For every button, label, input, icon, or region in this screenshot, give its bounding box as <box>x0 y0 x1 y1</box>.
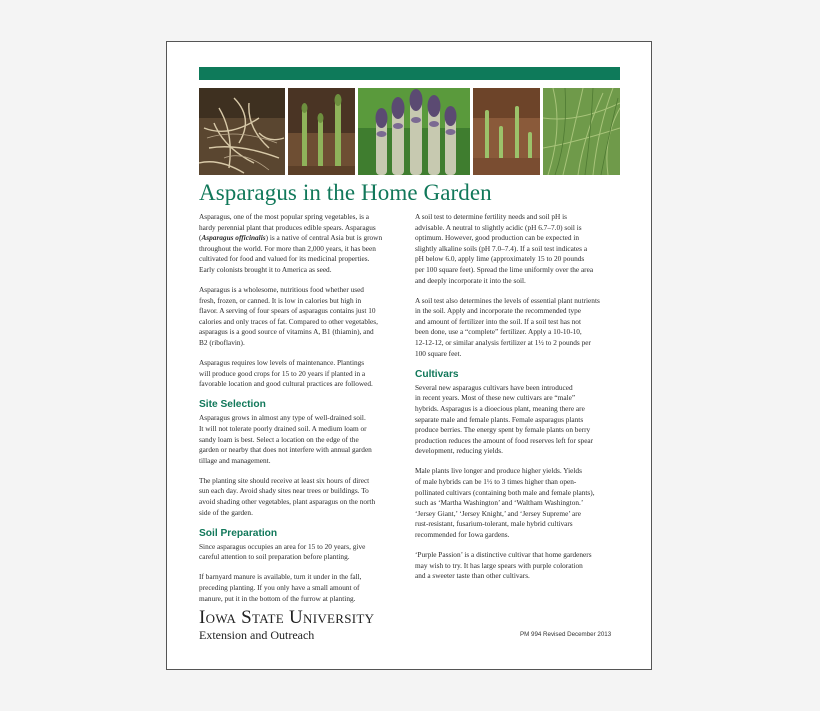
photo-asparagus-spears <box>288 88 355 175</box>
photo-purple-asparagus <box>358 88 470 175</box>
cultivars-paragraph-3: ‘Purple Passion’ is a distinctive cultivar that home gardeners may wish to try. It has large spears with purple coloration and a sweeter taste than other cultivars. <box>415 550 592 581</box>
photo-spears-in-soil <box>473 88 540 175</box>
intro-paragraph-1: Asparagus, one of the most popular spring vegetables, is a hardy perennial plant that produces edible spears. Asparagus (Asparagus officinalis) is a native of central Asia but is grown throughout the world. For more than 2,000 years, it has been cultivated for food and valued for its medicinal properties. Early colonists brought it to America as seed. <box>199 212 383 274</box>
intro-paragraph-2: Asparagus is a wholesome, nutritious food whether used fresh, frozen, or canned. It is low in calories but high in flavor. A serving of four spears of asparagus contains just 10 calories and only traces of fat. Compared to other vegetables, asparagus is a good source of vitamins A, B1 (thiamin), and B2 (riboflavin). <box>199 285 378 348</box>
photo-asparagus-crowns <box>199 88 285 175</box>
latin-name: Asparagus officinalis <box>201 233 266 243</box>
photo-strip <box>199 88 620 175</box>
cultivars-paragraph-1: Several new asparagus cultivars have been introduced in recent years. Most of these new cultivars are “male” hybrids. Asparagus is a dioecious plant, meaning there are separate male and female plants. Female asparagus plants produce berries. The energy spent by female plants on berry production reduces the amount of food reserves left for spear development, reducing yields. <box>415 382 594 456</box>
soil-paragraph-2: If barnyard manure is available, turn it under in the fall, preceding planting. If you only have a small amount of manure, put it in the bottom of the furrow at planting. <box>199 572 362 603</box>
logo-line-1: Iowa State University <box>199 607 375 628</box>
publication-code: PM 994 Revised December 2013 <box>520 631 612 638</box>
nutrients-paragraph: A soil test also determines the levels of essential plant nutrients in the soil. Apply and incorporate the recommended type and amount of fertilizer into the soil. If a soil test has not been done, use a “complete” fertilizer. Apply a 10-10-10, 12-12-12, or similar analysis fertilizer at 1½ to 2 pounds per 100 square feet. <box>415 295 600 358</box>
soil-paragraph-1: Since asparagus occupies an area for 15 to 20 years, give careful attention to soil preparation before planting. <box>199 541 366 562</box>
header-accent-bar <box>199 67 620 80</box>
logo-line-2: Extension and Outreach <box>199 628 315 642</box>
document-title: Asparagus in the Home Garden <box>199 180 492 205</box>
site-selection-heading: Site Selection <box>199 399 266 411</box>
intro-paragraph-3: Asparagus requires low levels of maintenance. Plantings will produce good crops for 15 to 20 years if planted in a favorable location and good cultural practices are followed. <box>199 358 373 389</box>
site-paragraph-2: The planting site should receive at least six hours of direct sun each day. Avoid shady sites near trees or buildings. To avoid shading other vegetables, plant asparagus on the north side of the garden. <box>199 475 376 517</box>
left-column <box>199 212 405 614</box>
site-paragraph-1: Asparagus grows in almost any type of well-drained soil. It will not tolerate poorly drained soil. A medium loam or sandy loam is best. Select a location on the edge of the garden or nearby that does not interfere with annual garden tillage and management. <box>199 413 372 465</box>
soil-preparation-heading: Soil Preparation <box>199 527 278 539</box>
soil-test-paragraph: A soil test to determine fertility needs and soil pH is advisable. A neutral to slightly acidic (pH 6.7–7.0) soil is optimum. However, good production can be expected in slightly alkaline soils (pH 7.0–7.4). If a soil test indicates a pH below 6.0, apply lime (approximately 15 to 20 pounds per 100 square feet). Spread the lime uniformly over the area and deeply incorporate it into the soil. <box>415 212 594 285</box>
photo-asparagus-fern <box>543 88 620 175</box>
document-page <box>166 41 652 670</box>
cultivars-heading: Cultivars <box>415 368 459 380</box>
iowa-state-logo <box>199 608 374 642</box>
cultivars-paragraph-2: Male plants live longer and produce higher yields. Yields of male hybrids can be 1½ to 3 times higher than open- pollinated cultivars (containing both male and female plants), such as ‘Martha Washington’ and ‘Waltham Washington.’ ‘Jersey Giant,’ ‘Jersey Knight,’ and ‘Jersey Supreme’ are rust-resistant, fusarium-tolerant, male hybrid cultivars recommended for Iowa gardens. <box>415 466 595 539</box>
right-column <box>415 212 622 591</box>
